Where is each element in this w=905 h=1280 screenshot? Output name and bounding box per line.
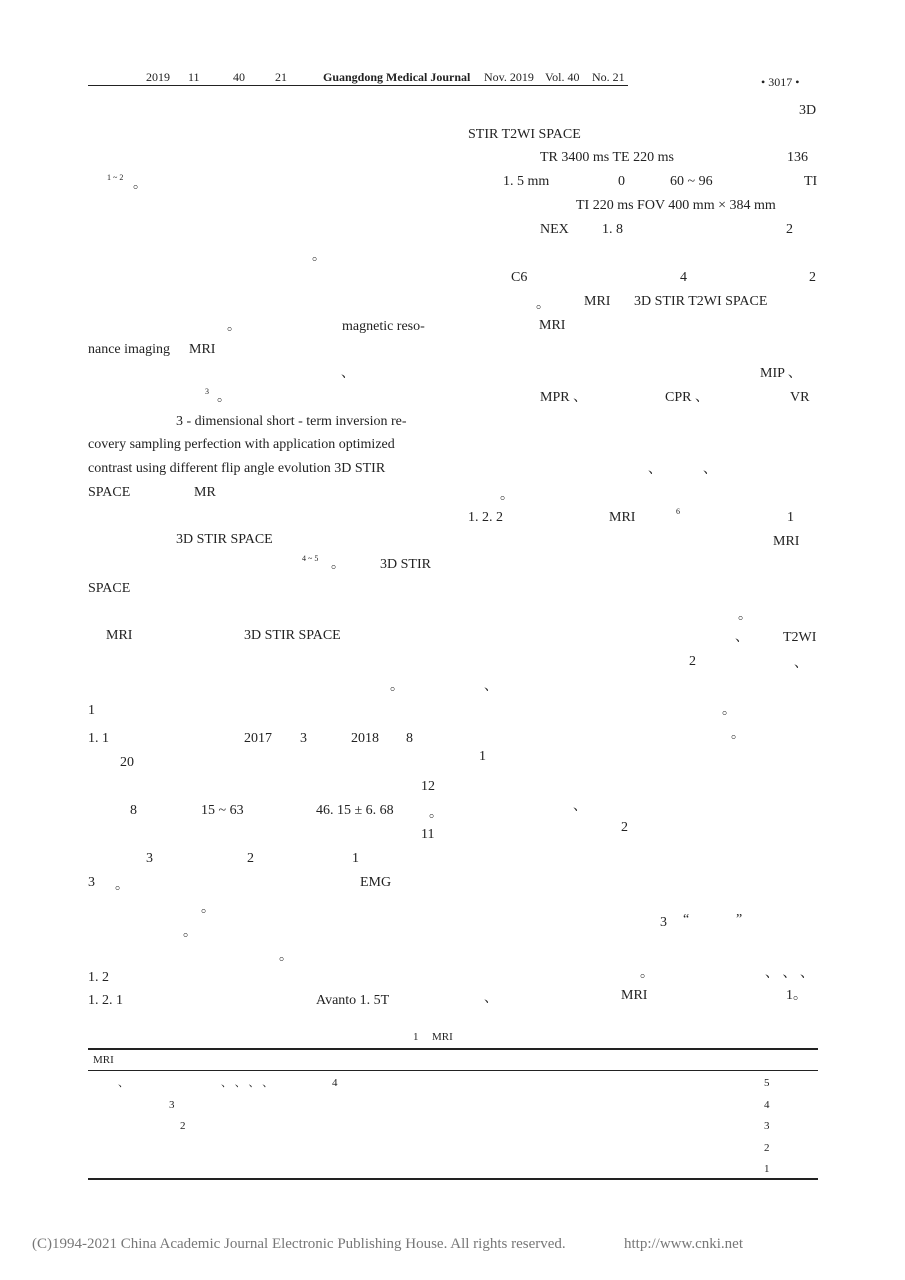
punct: 。: [722, 703, 736, 718]
punct: 。: [500, 488, 514, 503]
param-slice: 1. 5 mm: [503, 174, 550, 189]
section-1-2-1-heading: 1. 2. 1: [88, 993, 123, 1008]
citation-4-5: 4 ~ 5: [302, 554, 319, 563]
table-cell: 3: [169, 1099, 175, 1111]
table-score: 1: [764, 1163, 770, 1175]
table-cell: 、: [118, 1077, 129, 1089]
header-issue: 21: [275, 70, 287, 84]
punct: 。: [115, 878, 129, 893]
table-score: 3: [764, 1120, 770, 1132]
sequence-name: STIR T2WI SPACE: [468, 127, 581, 142]
english-term-line3: contrast using different flip angle evolution 3D STIR: [88, 461, 386, 476]
term-mip: MIP 、: [760, 366, 802, 381]
count-1: 1: [352, 851, 359, 866]
punct: 。: [738, 608, 752, 623]
term-c6: C6: [511, 270, 528, 285]
copyright-notice: (C)1994-2021 China Academic Journal Electronic Publishing House. All rights reserved.: [32, 1236, 566, 1252]
term-mri: MRI: [106, 628, 133, 643]
param-range: 60 ~ 96: [670, 174, 713, 189]
english-term-line4a: SPACE: [88, 485, 131, 500]
header-year: 2019: [146, 70, 170, 84]
punct: 。: [201, 901, 215, 916]
header-vol-en: Vol. 40: [545, 70, 580, 84]
quote-close: ”: [736, 912, 743, 927]
term-3d-stir-space: 3D STIR SPACE: [176, 532, 273, 547]
punct: 、: [703, 462, 717, 477]
count-3: 3: [660, 915, 667, 930]
term-mri-abbr: MRI: [189, 342, 216, 357]
english-term-line1: 3 - dimensional short - term inversion re-: [176, 414, 407, 429]
year-2018: 2018: [351, 731, 379, 746]
count-3b: 3: [88, 875, 95, 890]
scanner-model: Avanto 1. 5T: [316, 993, 390, 1008]
punct: 、: [341, 366, 355, 381]
citation-6: 6: [676, 507, 680, 516]
punct: 。: [312, 249, 326, 264]
footer-url[interactable]: http://www.cnki.net: [624, 1236, 744, 1252]
header-journal-name: Guangdong Medical Journal: [323, 70, 471, 84]
count-1: 1: [479, 749, 486, 764]
table-bottom-rule: [88, 1178, 818, 1180]
param-ti-label: TI: [804, 174, 818, 189]
punct: 。: [217, 390, 231, 405]
section-1-heading: 1: [88, 703, 95, 718]
term-mri: MRI: [539, 318, 566, 333]
table-header-rule: [88, 1070, 818, 1071]
punct: 、: [735, 630, 749, 645]
citation-1-2: 1 ~ 2: [107, 173, 124, 182]
punct: 。: [331, 557, 345, 572]
table-score: 2: [764, 1142, 770, 1154]
punct: 。: [227, 319, 241, 334]
section-1-1-heading: 1. 1: [88, 731, 109, 746]
count-2: 2: [689, 654, 696, 669]
table-caption-number: 1: [413, 1031, 419, 1043]
quote-open: “: [683, 912, 690, 927]
term-3d-stir-space: 3D STIR SPACE: [244, 628, 341, 643]
punct: 、: [573, 799, 587, 814]
term-3d: 3D: [799, 103, 817, 118]
table-cell: 、 、 、 、: [221, 1077, 274, 1089]
term-mri-en-b: nance imaging: [88, 342, 171, 357]
count-1: 1: [787, 510, 794, 525]
term-vr: VR: [790, 390, 810, 405]
punct: 、: [484, 991, 498, 1006]
term-t2wi: T2WI: [783, 630, 817, 645]
term-emg: EMG: [360, 875, 392, 890]
term-mri: MRI: [621, 988, 648, 1003]
punct: 。: [429, 806, 443, 821]
count-4: 4: [680, 270, 687, 285]
count-11: 11: [421, 827, 435, 842]
count-12: 12: [421, 779, 435, 794]
month-3: 3: [300, 731, 307, 746]
english-term-line4b: MR: [194, 485, 216, 500]
term-mri-en-a: magnetic reso-: [342, 319, 425, 334]
term-mpr: MPR 、: [540, 390, 588, 405]
punct: 、: [484, 679, 498, 694]
param-gap: 0: [618, 174, 625, 189]
punct: 、 、 、: [765, 966, 814, 981]
age-mean-sd: 46. 15 ± 6. 68: [316, 803, 394, 818]
count-20: 20: [120, 755, 134, 770]
table-reference: 1。: [786, 988, 807, 1003]
punct: 。: [731, 727, 745, 742]
count-3: 3: [146, 851, 153, 866]
term-3d-stir: 3D STIR: [380, 557, 431, 572]
table-score: 5: [764, 1077, 770, 1089]
term-space: SPACE: [88, 581, 131, 596]
table-score: 4: [764, 1099, 770, 1111]
header-volume: 40: [233, 70, 245, 84]
param-2: 2: [786, 222, 793, 237]
page-number: • 3017 •: [761, 75, 800, 89]
section-1-2-heading: 1. 2: [88, 970, 109, 985]
table-cell: 2: [180, 1120, 186, 1132]
punct: 、: [648, 462, 662, 477]
section-1-2-2-heading: 1. 2. 2: [468, 510, 503, 525]
term-mri: MRI: [584, 294, 611, 309]
citation-3: 3: [205, 387, 209, 396]
param-nex-value: 1. 8: [602, 222, 623, 237]
term-mri: MRI: [773, 534, 800, 549]
param-nex-label: NEX: [540, 222, 569, 237]
punct: 。: [536, 297, 550, 312]
table-header-mri: MRI: [93, 1054, 114, 1066]
punct: 。: [133, 177, 147, 192]
punct: 。: [183, 925, 197, 940]
param-ti-fov: TI 220 ms FOV 400 mm × 384 mm: [576, 198, 776, 213]
punct: 。: [640, 966, 654, 981]
table-top-rule: [88, 1048, 818, 1050]
term-mri: MRI: [609, 510, 636, 525]
count-8: 8: [130, 803, 137, 818]
month-8: 8: [406, 731, 413, 746]
punct: 。: [279, 949, 293, 964]
header-rule: [88, 85, 628, 86]
sequence-name-2: 3D STIR T2WI SPACE: [634, 294, 768, 309]
header-month: 11: [188, 70, 200, 84]
header-date: Nov. 2019: [484, 70, 534, 84]
table-caption-text: MRI: [432, 1031, 453, 1043]
year-2017: 2017: [244, 731, 272, 746]
param-136: 136: [787, 150, 808, 165]
count-2: 2: [247, 851, 254, 866]
count-2: 2: [621, 820, 628, 835]
table-cell: 4: [332, 1077, 338, 1089]
age-range: 15 ~ 63: [201, 803, 244, 818]
punct: 。: [390, 679, 404, 694]
term-cpr: CPR 、: [665, 390, 709, 405]
english-term-line2: covery sampling perfection with application optimized: [88, 437, 395, 452]
punct: 、: [794, 656, 808, 671]
count-2: 2: [809, 270, 816, 285]
param-tr-te: TR 3400 ms TE 220 ms: [540, 150, 674, 165]
header-no-en: No. 21: [592, 70, 625, 84]
